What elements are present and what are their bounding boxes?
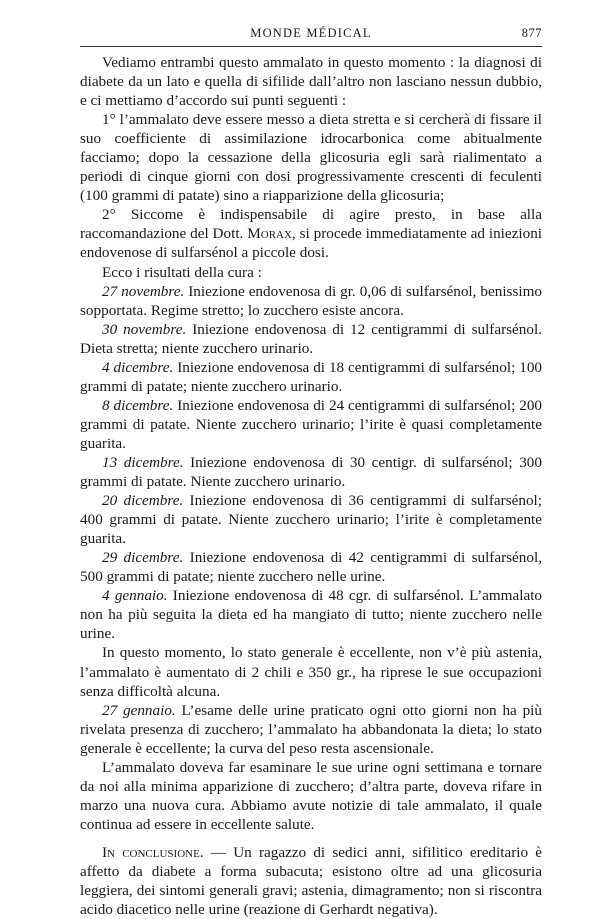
entry-date: 27 gennaio. bbox=[102, 701, 176, 719]
intro-paragraph: Vediamo entrambi questo ammalato in questo momento : la diagnosi di diabete da un lato e quella di sifilide dall’altro non lasciano nessun dubbio, e ci mettiamo d’accordo sui punti seguenti : bbox=[80, 54, 542, 110]
treatment-entry bbox=[80, 453, 542, 491]
entry-date: 20 dicembre. bbox=[102, 492, 184, 510]
entry-date: 30 novembre. bbox=[102, 320, 187, 338]
entry-text: Iniezione endovenosa di 48 cgr. di sulfarsénol. L’ammalato non ha più seguita la dieta ed ha mangiato di tutto; niente zucchero nelle urine. bbox=[80, 587, 543, 643]
entry-text: Iniezione endovenosa di 24 centigrammi di sulfarsénol; 200 grammi di patate. Niente zucchero urinario; l’irite è quasi completamente guarita. bbox=[80, 396, 543, 452]
treatment-entry bbox=[80, 282, 542, 320]
entry-text: Iniezione endovenosa di 36 centigrammi di sulfarsénol; 400 grammi di patate. Niente zucchero urinario; l’irite è completamente guarita. bbox=[80, 492, 542, 548]
entry-date: 4 dicembre. bbox=[102, 358, 174, 376]
point-1-paragraph: 1° l’ammalato deve essere messo a dieta stretta e si cercherà di fissare il suo coefficiente di assimilazione idrocarbonica come abitualmente facciamo; dopo la cessazione della glicosuria egli sarà rialimentato a periodi di cinque giorni con dosi progressivamente crescenti di feculenti (100 grammi di patate) sino a riapparizione della glicosuria; bbox=[80, 111, 542, 205]
treatment-entry bbox=[80, 396, 542, 453]
header-rule bbox=[80, 46, 542, 47]
point-2-text-before: 2° Siccome è indispensabile di agire presto, in base alla raccomandazione del Dott. bbox=[80, 206, 542, 243]
treatment-entry bbox=[80, 358, 542, 396]
page bbox=[80, 26, 542, 919]
entry-text: Iniezione endovenosa di 30 centigr. di sulfarsénol; 300 grammi di patate. Niente zucchero urinario. bbox=[80, 453, 542, 491]
entry-date: 27 novembre. bbox=[102, 282, 185, 300]
entry-text: Iniezione endovenosa di 42 centigrammi di sulfarsénol, 500 grammi di patate; niente zucchero nelle urine. bbox=[80, 549, 542, 586]
conclusion-text: — Un ragazzo di sedici anni, sifilitico ereditario è affetto da diabete a forma subacuta; esistono oltre ad una glicosuria leggiera, dei sintomi generali gravi; astenia, dimagramento; non si riscontra acido diacetico nelle urine (reazione di Gerhardt negativa). bbox=[80, 843, 543, 919]
entry-date: 8 dicembre. bbox=[102, 396, 174, 414]
point-2-text-after: si procede immediatamente ad iniezioni endovenose di sulfarsénol a piccole dosi. bbox=[80, 225, 543, 262]
results-intro: Ecco i risultati della cura : bbox=[102, 263, 262, 281]
entry-date: 4 gennaio. bbox=[102, 587, 168, 605]
treatment-entry bbox=[80, 491, 542, 548]
followup-paragraph: L’ammalato doveva far esaminare le sue urine ogni settimana e tornare da noi alla minima apparizione di zucchero; d’altra parte, doveva rifare in marzo una nuova cura. Abbiamo avute notizie di tale ammalato, il quale continua ad essere in eccellente salute. bbox=[80, 758, 542, 833]
entry-text: Iniezione endovenosa di gr. 0,06 di sulfarsénol, benissimo sopportata. Regime stretto; lo zucchero esiste ancora. bbox=[80, 282, 542, 319]
page-number: 877 bbox=[521, 26, 542, 40]
entry-text: Iniezione endovenosa di 18 centigrammi di sulfarsénol; 100 grammi di patate; niente zucchero urinario. bbox=[80, 358, 543, 395]
treatment-entry bbox=[80, 548, 542, 586]
entry-text: L’esame delle urine praticato ogni otto giorni non ha più rivelata presenza di zucchero; l’ammalato ha abbandonata la dieta; lo stato generale è eccellente; la curva del peso resta ascensionale. bbox=[80, 701, 542, 757]
entry-date: 29 dicembre. bbox=[102, 549, 184, 567]
article-body bbox=[80, 53, 542, 919]
entry-text: Iniezione endovenosa di 12 centigrammi di sulfarsénol. Dieta stretta; niente zucchero urinario. bbox=[80, 320, 542, 357]
running-header bbox=[80, 26, 542, 44]
general-state-paragraph: In questo momento, lo stato generale è eccellente, non v’è più astenia, l’ammalato è aumentato di 2 chili e 350 gr., ha riprese le sue occupazioni senza difficoltà alcuna. bbox=[80, 644, 542, 700]
treatment-entry bbox=[80, 320, 542, 358]
conclusion-lead: In conclusione. bbox=[102, 843, 204, 861]
entry-date: 13 dicembre. bbox=[102, 453, 184, 471]
point-2-paragraph bbox=[80, 205, 542, 262]
conclusion-paragraph bbox=[80, 843, 542, 919]
treatment-entry bbox=[80, 701, 542, 758]
running-title: MONDE MÉDICAL bbox=[250, 26, 372, 40]
author-name: Morax, bbox=[247, 225, 296, 243]
treatment-entry bbox=[80, 586, 542, 643]
